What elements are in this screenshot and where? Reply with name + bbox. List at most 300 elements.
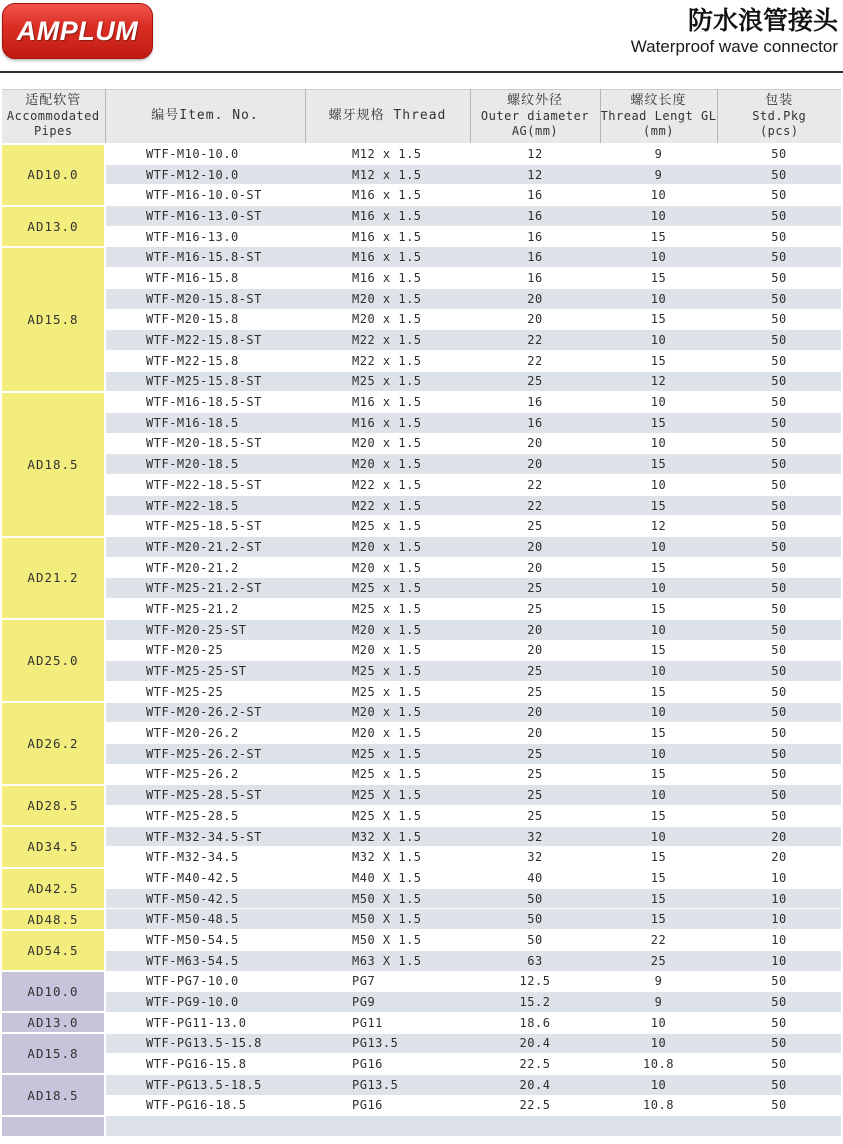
pipe-group-cell: AD26.2 (2, 702, 105, 785)
table-row (2, 371, 841, 392)
thread-length-cell: 25 (600, 950, 717, 971)
thread-length-cell (600, 1116, 717, 1137)
std-pkg-cell: 50 (717, 723, 841, 744)
outer-diameter-cell: 25 (470, 681, 600, 702)
thread-length-cell: 10 (600, 826, 717, 847)
thread-length-cell: 15 (600, 412, 717, 433)
thread-spec-cell: M25 x 1.5 (305, 681, 470, 702)
table-row (2, 661, 841, 682)
item-no-cell: WTF-M20-15.8-ST (105, 288, 305, 309)
thread-length-cell: 12 (600, 516, 717, 537)
pipe-group-cell: AD25.0 (2, 619, 105, 702)
thread-spec-cell: M16 x 1.5 (305, 247, 470, 268)
outer-diameter-cell: 16 (470, 412, 600, 433)
thread-spec-cell: M20 x 1.5 (305, 640, 470, 661)
item-no-cell: WTF-M32-34.5-ST (105, 826, 305, 847)
thread-length-cell: 10 (600, 661, 717, 682)
thread-length-cell: 15 (600, 640, 717, 661)
thread-spec-cell: M20 x 1.5 (305, 537, 470, 558)
std-pkg-cell: 50 (717, 661, 841, 682)
outer-diameter-cell: 50 (470, 909, 600, 930)
outer-diameter-cell: 20 (470, 723, 600, 744)
table-row (2, 164, 841, 185)
thread-length-cell: 15 (600, 309, 717, 330)
table-row (2, 1095, 841, 1116)
item-no-cell: WTF-M50-42.5 (105, 888, 305, 909)
table-row (2, 309, 841, 330)
item-no-cell: WTF-M22-15.8 (105, 350, 305, 371)
item-no-cell: WTF-M25-21.2-ST (105, 578, 305, 599)
item-no-cell: WTF-M16-15.8-ST (105, 247, 305, 268)
item-no-cell: WTF-M40-42.5 (105, 868, 305, 889)
item-no-cell: WTF-M22-18.5 (105, 495, 305, 516)
thread-length-cell: 10 (600, 475, 717, 496)
table-row (2, 1012, 841, 1033)
thread-length-cell: 10 (600, 702, 717, 723)
thread-spec-cell: M20 x 1.5 (305, 557, 470, 578)
table-row (2, 350, 841, 371)
table-header (2, 90, 841, 144)
std-pkg-cell: 50 (717, 412, 841, 433)
product-table (2, 89, 841, 1138)
outer-diameter-cell: 15.2 (470, 992, 600, 1013)
item-no-cell: WTF-M16-13.0-ST (105, 206, 305, 227)
outer-diameter-cell: 12 (470, 144, 600, 165)
pipe-group-cell (2, 1116, 105, 1137)
pipe-group-cell: AD21.2 (2, 537, 105, 620)
item-no-cell: WTF-M25-28.5 (105, 806, 305, 827)
table-body (2, 144, 841, 1137)
outer-diameter-cell: 20 (470, 288, 600, 309)
table-row (2, 826, 841, 847)
outer-diameter-cell: 40 (470, 868, 600, 889)
outer-diameter-cell: 63 (470, 950, 600, 971)
thread-length-cell: 9 (600, 992, 717, 1013)
pipe-group-cell: AD13.0 (2, 206, 105, 247)
outer-diameter-cell: 22 (470, 330, 600, 351)
std-pkg-cell: 10 (717, 868, 841, 889)
outer-diameter-cell: 20 (470, 702, 600, 723)
thread-length-cell: 15 (600, 599, 717, 620)
item-no-cell (105, 1116, 305, 1137)
outer-diameter-cell: 20 (470, 619, 600, 640)
table-row (2, 702, 841, 723)
thread-length-cell: 10.8 (600, 1095, 717, 1116)
thread-length-cell: 15 (600, 454, 717, 475)
std-pkg-cell: 50 (717, 185, 841, 206)
thread-spec-cell: M16 x 1.5 (305, 185, 470, 206)
thread-spec-cell: PG7 (305, 971, 470, 992)
item-no-cell: WTF-M25-25 (105, 681, 305, 702)
amplum-logo-text: AMPLUM (16, 15, 139, 46)
table-row (2, 475, 841, 496)
table-row (2, 806, 841, 827)
item-no-cell: WTF-PG16-18.5 (105, 1095, 305, 1116)
table-row (2, 723, 841, 744)
item-no-cell: WTF-M10-10.0 (105, 144, 305, 165)
item-no-cell: WTF-M25-28.5-ST (105, 785, 305, 806)
item-no-cell: WTF-M25-18.5-ST (105, 516, 305, 537)
item-no-cell: WTF-PG13.5-15.8 (105, 1033, 305, 1054)
std-pkg-cell: 50 (717, 330, 841, 351)
table-row (2, 330, 841, 351)
thread-length-cell: 10 (600, 1033, 717, 1054)
item-no-cell: WTF-M25-26.2-ST (105, 743, 305, 764)
thread-spec-cell: PG13.5 (305, 1074, 470, 1095)
item-no-cell: WTF-M20-18.5-ST (105, 433, 305, 454)
page-title-cn: 防水浪管接头 (687, 7, 838, 35)
table-row (2, 185, 841, 206)
thread-length-cell: 15 (600, 268, 717, 289)
std-pkg-cell: 10 (717, 930, 841, 951)
pipe-group-cell: AD10.0 (2, 144, 105, 206)
thread-spec-cell (305, 1116, 470, 1137)
thread-spec-cell: M25 X 1.5 (305, 806, 470, 827)
table-row (2, 950, 841, 971)
table-row (2, 516, 841, 537)
table-row (2, 930, 841, 951)
table-row (2, 454, 841, 475)
table-row (2, 764, 841, 785)
thread-length-cell: 10 (600, 288, 717, 309)
item-no-cell: WTF-M20-25-ST (105, 619, 305, 640)
table-row (2, 206, 841, 227)
table-row (2, 681, 841, 702)
outer-diameter-cell: 20 (470, 309, 600, 330)
pipe-group-cell: AD54.5 (2, 930, 105, 971)
table-row (2, 640, 841, 661)
thread-length-cell: 10 (600, 785, 717, 806)
std-pkg-cell: 50 (717, 785, 841, 806)
item-no-cell: WTF-M25-25-ST (105, 661, 305, 682)
outer-diameter-cell: 20.4 (470, 1074, 600, 1095)
table-row (2, 909, 841, 930)
thread-spec-cell: M25 x 1.5 (305, 661, 470, 682)
outer-diameter-cell: 16 (470, 392, 600, 413)
page-title-en: Waterproof wave connector (630, 37, 838, 56)
outer-diameter-cell: 25 (470, 764, 600, 785)
thread-spec-cell: M20 x 1.5 (305, 702, 470, 723)
outer-diameter-cell: 22.5 (470, 1095, 600, 1116)
std-pkg-cell: 50 (717, 599, 841, 620)
outer-diameter-cell: 20 (470, 640, 600, 661)
std-pkg-cell: 50 (717, 681, 841, 702)
std-pkg-cell: 50 (717, 1012, 841, 1033)
std-pkg-cell: 50 (717, 288, 841, 309)
outer-diameter-cell: 25 (470, 661, 600, 682)
std-pkg-cell: 50 (717, 1095, 841, 1116)
col-header-thread-length: 螺纹长度 Thread Lengt GL (mm) (600, 90, 717, 144)
thread-spec-cell: M50 X 1.5 (305, 930, 470, 951)
thread-spec-cell: M20 x 1.5 (305, 454, 470, 475)
outer-diameter-cell: 16 (470, 226, 600, 247)
pipe-group-cell: AD10.0 (2, 971, 105, 1012)
std-pkg-cell: 50 (717, 392, 841, 413)
outer-diameter-cell: 22 (470, 350, 600, 371)
std-pkg-cell: 50 (717, 309, 841, 330)
pipe-group-cell: AD42.5 (2, 868, 105, 909)
std-pkg-cell: 50 (717, 475, 841, 496)
thread-spec-cell: PG16 (305, 1054, 470, 1075)
std-pkg-cell: 50 (717, 578, 841, 599)
std-pkg-cell: 50 (717, 743, 841, 764)
std-pkg-cell: 50 (717, 247, 841, 268)
thread-length-cell: 15 (600, 557, 717, 578)
outer-diameter-cell: 12.5 (470, 971, 600, 992)
table-row (2, 392, 841, 413)
thread-spec-cell: PG11 (305, 1012, 470, 1033)
thread-length-cell: 10 (600, 330, 717, 351)
item-no-cell: WTF-M16-18.5 (105, 412, 305, 433)
thread-spec-cell: M20 x 1.5 (305, 723, 470, 744)
thread-spec-cell: PG16 (305, 1095, 470, 1116)
item-no-cell: WTF-M22-18.5-ST (105, 475, 305, 496)
std-pkg-cell: 50 (717, 164, 841, 185)
table-row (2, 288, 841, 309)
thread-length-cell: 15 (600, 806, 717, 827)
thread-spec-cell: M25 x 1.5 (305, 743, 470, 764)
outer-diameter-cell: 32 (470, 826, 600, 847)
std-pkg-cell: 50 (717, 144, 841, 165)
table-row (2, 495, 841, 516)
table-row (2, 785, 841, 806)
std-pkg-cell: 50 (717, 557, 841, 578)
outer-diameter-cell: 16 (470, 268, 600, 289)
std-pkg-cell: 50 (717, 495, 841, 516)
col-header-pipes: 适配软管 Accommodated Pipes (2, 90, 105, 144)
outer-diameter-cell: 18.6 (470, 1012, 600, 1033)
thread-spec-cell: M22 x 1.5 (305, 330, 470, 351)
std-pkg-cell: 50 (717, 640, 841, 661)
outer-diameter-cell: 20 (470, 433, 600, 454)
std-pkg-cell: 10 (717, 888, 841, 909)
table-row (2, 226, 841, 247)
thread-spec-cell: M63 X 1.5 (305, 950, 470, 971)
outer-diameter-cell: 16 (470, 185, 600, 206)
std-pkg-cell: 50 (717, 1033, 841, 1054)
std-pkg-cell: 50 (717, 702, 841, 723)
thread-length-cell: 15 (600, 868, 717, 889)
thread-length-cell: 10 (600, 1074, 717, 1095)
thread-spec-cell: M50 X 1.5 (305, 888, 470, 909)
thread-length-cell: 10 (600, 578, 717, 599)
outer-diameter-cell: 22.5 (470, 1054, 600, 1075)
pipe-group-cell: AD15.8 (2, 247, 105, 392)
thread-spec-cell: M25 x 1.5 (305, 371, 470, 392)
item-no-cell: WTF-M12-10.0 (105, 164, 305, 185)
thread-length-cell: 15 (600, 888, 717, 909)
outer-diameter-cell: 32 (470, 847, 600, 868)
item-no-cell: WTF-M25-15.8-ST (105, 371, 305, 392)
thread-length-cell: 22 (600, 930, 717, 951)
pipe-group-cell: AD28.5 (2, 785, 105, 826)
std-pkg-cell: 50 (717, 971, 841, 992)
item-no-cell: WTF-PG13.5-18.5 (105, 1074, 305, 1095)
item-no-cell: WTF-PG7-10.0 (105, 971, 305, 992)
table-row (2, 992, 841, 1013)
thread-length-cell: 15 (600, 226, 717, 247)
thread-spec-cell: M25 x 1.5 (305, 764, 470, 785)
table-row (2, 247, 841, 268)
item-no-cell: WTF-M20-15.8 (105, 309, 305, 330)
std-pkg-cell: 50 (717, 350, 841, 371)
thread-length-cell: 10 (600, 537, 717, 558)
std-pkg-cell: 50 (717, 1074, 841, 1095)
table-row (2, 971, 841, 992)
item-no-cell: WTF-PG16-15.8 (105, 1054, 305, 1075)
std-pkg-cell: 10 (717, 950, 841, 971)
outer-diameter-cell: 16 (470, 247, 600, 268)
thread-spec-cell: M50 X 1.5 (305, 909, 470, 930)
std-pkg-cell: 50 (717, 268, 841, 289)
table-row (2, 144, 841, 165)
thread-length-cell: 10 (600, 185, 717, 206)
page-header (0, 0, 843, 71)
outer-diameter-cell: 16 (470, 206, 600, 227)
outer-diameter-cell: 20 (470, 537, 600, 558)
table-row (2, 1116, 841, 1137)
outer-diameter-cell: 25 (470, 806, 600, 827)
item-no-cell: WTF-M25-26.2 (105, 764, 305, 785)
std-pkg-cell: 50 (717, 206, 841, 227)
pipe-group-cell: AD13.0 (2, 1012, 105, 1033)
thread-length-cell: 9 (600, 164, 717, 185)
table-row (2, 868, 841, 889)
thread-spec-cell: PG13.5 (305, 1033, 470, 1054)
item-no-cell: WTF-M20-26.2-ST (105, 702, 305, 723)
outer-diameter-cell: 25 (470, 599, 600, 620)
thread-spec-cell: M20 x 1.5 (305, 309, 470, 330)
thread-length-cell: 9 (600, 971, 717, 992)
std-pkg-cell: 50 (717, 764, 841, 785)
thread-spec-cell: M25 X 1.5 (305, 785, 470, 806)
std-pkg-cell: 50 (717, 371, 841, 392)
thread-spec-cell: M12 x 1.5 (305, 144, 470, 165)
std-pkg-cell: 50 (717, 433, 841, 454)
std-pkg-cell: 50 (717, 537, 841, 558)
item-no-cell: WTF-M63-54.5 (105, 950, 305, 971)
outer-diameter-cell: 25 (470, 516, 600, 537)
thread-length-cell: 15 (600, 681, 717, 702)
thread-length-cell: 15 (600, 909, 717, 930)
col-header-item-no: 编号Item. No. (105, 90, 305, 144)
outer-diameter-cell: 25 (470, 578, 600, 599)
thread-spec-cell: M22 x 1.5 (305, 475, 470, 496)
table-row (2, 888, 841, 909)
thread-spec-cell: M16 x 1.5 (305, 392, 470, 413)
item-no-cell: WTF-M16-10.0-ST (105, 185, 305, 206)
outer-diameter-cell: 25 (470, 371, 600, 392)
header-divider (0, 71, 843, 73)
thread-spec-cell: M25 x 1.5 (305, 516, 470, 537)
col-header-thread: 螺牙规格 Thread (305, 90, 470, 144)
col-header-outer-diameter: 螺纹外径 Outer diameter AG(mm) (470, 90, 600, 144)
thread-length-cell: 15 (600, 495, 717, 516)
thread-length-cell: 10 (600, 743, 717, 764)
thread-spec-cell: M20 x 1.5 (305, 433, 470, 454)
outer-diameter-cell: 20 (470, 557, 600, 578)
outer-diameter-cell: 50 (470, 888, 600, 909)
pipe-group-cell: AD15.8 (2, 1033, 105, 1074)
thread-spec-cell: M32 X 1.5 (305, 826, 470, 847)
std-pkg-cell (717, 1116, 841, 1137)
thread-spec-cell: M12 x 1.5 (305, 164, 470, 185)
thread-length-cell: 15 (600, 350, 717, 371)
pipe-group-cell: AD18.5 (2, 392, 105, 537)
item-no-cell: WTF-M25-21.2 (105, 599, 305, 620)
col-header-std-pkg: 包装 Std.Pkg (pcs) (717, 90, 841, 144)
table-row (2, 433, 841, 454)
item-no-cell: WTF-M20-25 (105, 640, 305, 661)
table-row (2, 268, 841, 289)
std-pkg-cell: 10 (717, 909, 841, 930)
table-row (2, 578, 841, 599)
item-no-cell: WTF-PG11-13.0 (105, 1012, 305, 1033)
item-no-cell: WTF-PG9-10.0 (105, 992, 305, 1013)
item-no-cell: WTF-M50-54.5 (105, 930, 305, 951)
table-row (2, 1074, 841, 1095)
outer-diameter-cell: 12 (470, 164, 600, 185)
std-pkg-cell: 50 (717, 226, 841, 247)
thread-spec-cell: M22 x 1.5 (305, 350, 470, 371)
thread-spec-cell: M25 x 1.5 (305, 599, 470, 620)
table-row (2, 847, 841, 868)
pipe-group-cell: AD18.5 (2, 1074, 105, 1115)
outer-diameter-cell: 25 (470, 743, 600, 764)
table-row (2, 537, 841, 558)
thread-length-cell: 10 (600, 619, 717, 640)
thread-length-cell: 10 (600, 433, 717, 454)
item-no-cell: WTF-M50-48.5 (105, 909, 305, 930)
thread-spec-cell: PG9 (305, 992, 470, 1013)
std-pkg-cell: 50 (717, 992, 841, 1013)
thread-length-cell: 15 (600, 764, 717, 785)
thread-length-cell: 15 (600, 723, 717, 744)
item-no-cell: WTF-M16-13.0 (105, 226, 305, 247)
thread-length-cell: 10 (600, 392, 717, 413)
outer-diameter-cell: 50 (470, 930, 600, 951)
outer-diameter-cell: 22 (470, 475, 600, 496)
outer-diameter-cell: 25 (470, 785, 600, 806)
std-pkg-cell: 50 (717, 1054, 841, 1075)
std-pkg-cell: 50 (717, 516, 841, 537)
thread-spec-cell: M20 x 1.5 (305, 288, 470, 309)
thread-spec-cell: M20 x 1.5 (305, 619, 470, 640)
std-pkg-cell: 20 (717, 826, 841, 847)
table-row (2, 619, 841, 640)
thread-length-cell: 12 (600, 371, 717, 392)
std-pkg-cell: 20 (717, 847, 841, 868)
pipe-group-cell: AD48.5 (2, 909, 105, 930)
thread-spec-cell: M16 x 1.5 (305, 226, 470, 247)
outer-diameter-cell: 22 (470, 495, 600, 516)
thread-spec-cell: M16 x 1.5 (305, 412, 470, 433)
thread-spec-cell: M25 x 1.5 (305, 578, 470, 599)
item-no-cell: WTF-M20-21.2 (105, 557, 305, 578)
thread-spec-cell: M22 x 1.5 (305, 495, 470, 516)
item-no-cell: WTF-M32-34.5 (105, 847, 305, 868)
thread-spec-cell: M32 X 1.5 (305, 847, 470, 868)
amplum-logo (2, 3, 153, 59)
std-pkg-cell: 50 (717, 619, 841, 640)
thread-length-cell: 10 (600, 247, 717, 268)
table-row (2, 743, 841, 764)
outer-diameter-cell (470, 1116, 600, 1137)
pipe-group-cell: AD34.5 (2, 826, 105, 867)
item-no-cell: WTF-M16-18.5-ST (105, 392, 305, 413)
std-pkg-cell: 50 (717, 454, 841, 475)
item-no-cell: WTF-M20-18.5 (105, 454, 305, 475)
